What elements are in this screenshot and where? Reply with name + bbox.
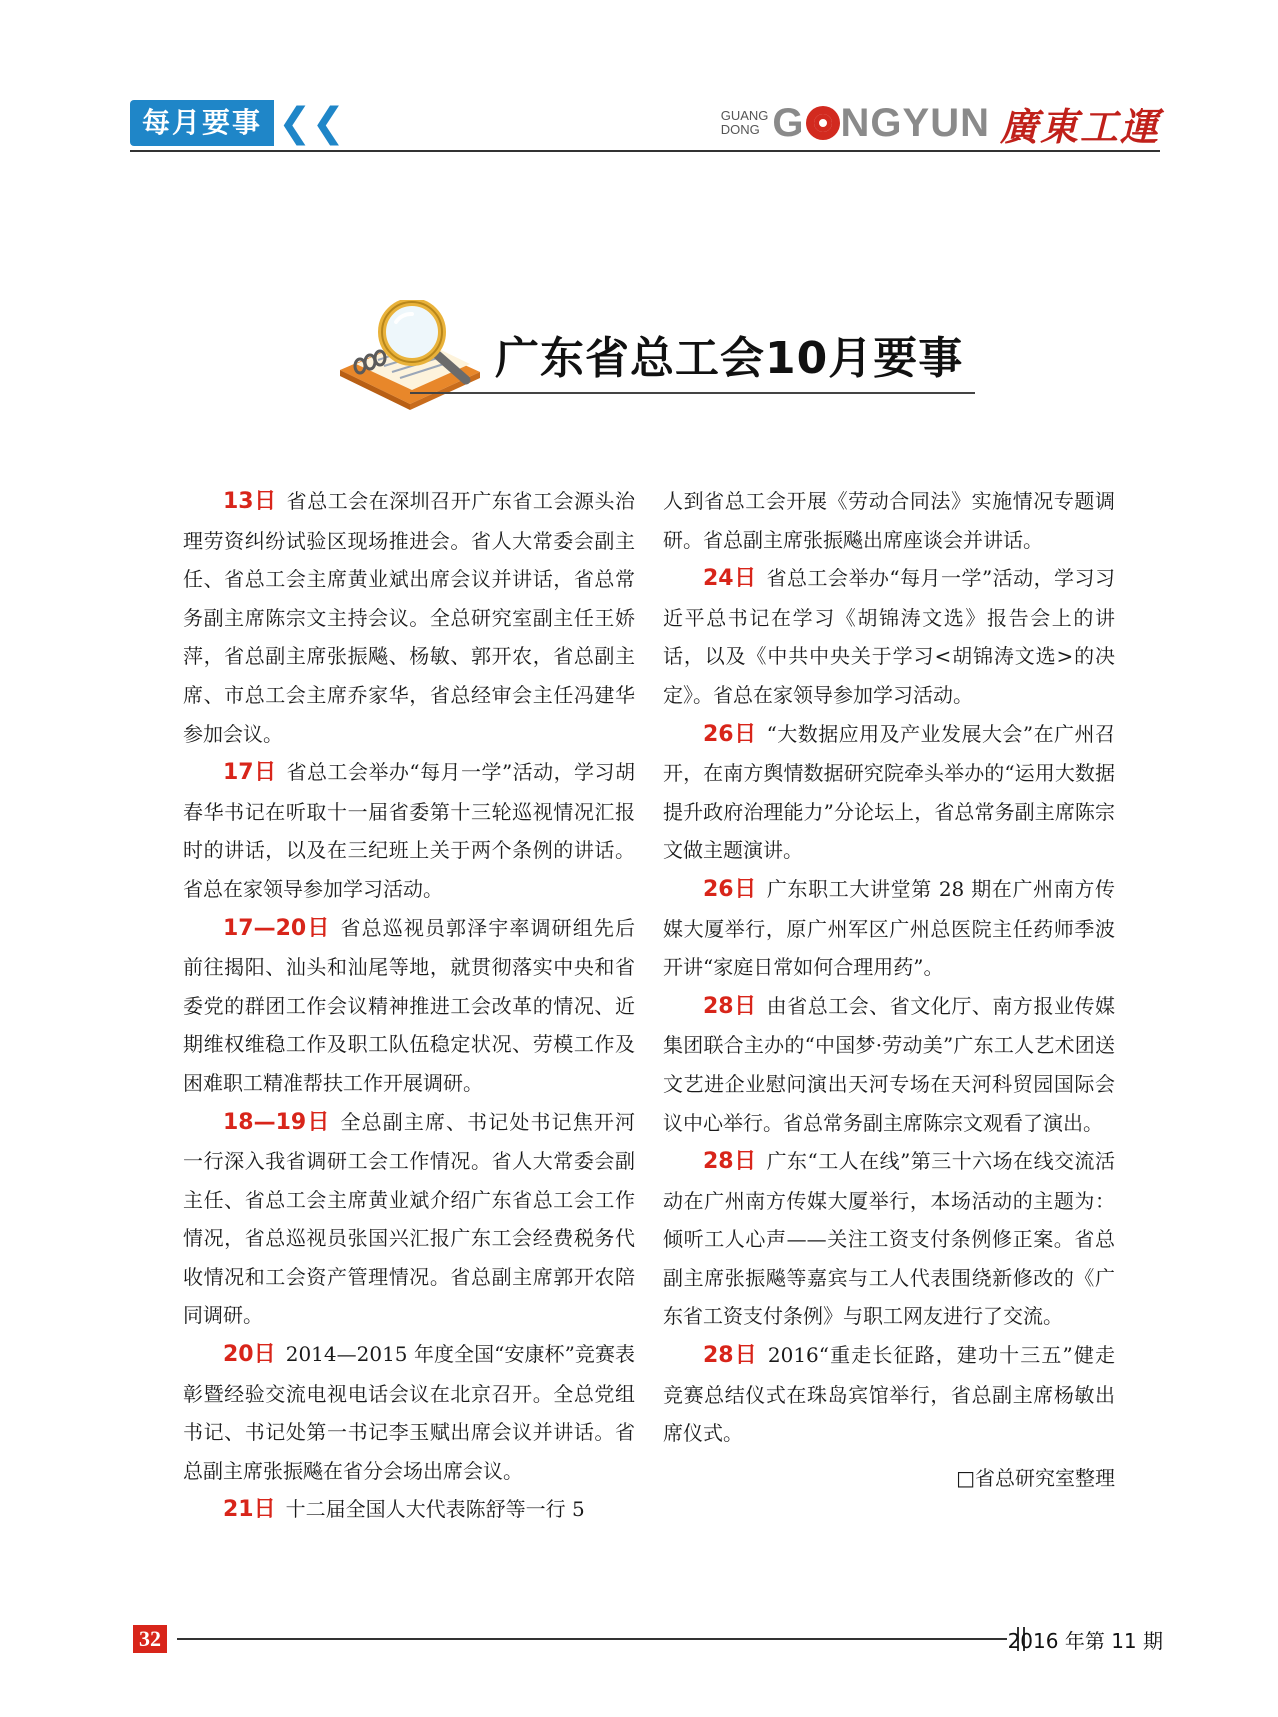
- event-date: 24日: [703, 566, 757, 592]
- event-date: 28日: [703, 1343, 758, 1369]
- event-text: 人到省总工会开展《劳动合同法》实施情况专题调研。省总副主席张振飚出席座谈会并讲话。: [663, 489, 1115, 552]
- event-text: 2016“重走长征路，建功十三五”健走竞赛总结仪式在珠岛宾馆举行，省总副主席杨敏出席仪式。: [663, 1343, 1115, 1446]
- event-text: 十二届全国人大代表陈舒等一行 5: [285, 1497, 585, 1522]
- event-text: 省总巡视员郭泽宇率调研组先后前往揭阳、汕头和汕尾等地，就贯彻落实中央和省委党的群团工作会议精神推进工会改革的情况、近期维权维稳工作及职工队伍稳定状况、劳模工作及困难职工精准帮扶工作开展调研。: [183, 915, 635, 1095]
- event-entry: [663, 987, 1115, 1142]
- event-entry: [663, 1336, 1115, 1453]
- event-date: 17—20日: [223, 915, 331, 941]
- event-entry: [183, 909, 635, 1103]
- page-number: 32: [133, 1625, 167, 1653]
- article-credit: □省总研究室整理: [956, 1465, 1115, 1490]
- event-text: 由省总工会、省文化厅、南方报业传媒集团联合主办的“中国梦·劳动美”广东工人艺术团送文艺进企业慰问演出天河专场在天河科贸园国际会议中心举行。省总常务副主席陈宗文观看了演出。: [663, 993, 1116, 1135]
- event-date: 13日: [223, 489, 277, 514]
- event-text: 省总工会举办“每月一学”活动，学习习近平总书记在学习《胡锦涛文选》报告会上的讲话，以及《中共中央关于学习<胡锦涛文选>的决定》。省总在家领导参加学习活动。: [663, 566, 1115, 707]
- event-entry-continued: [663, 482, 1115, 559]
- left-column: [183, 482, 635, 1530]
- event-entry: [183, 1335, 635, 1490]
- event-date: 28日: [703, 1149, 757, 1175]
- event-date: 17日: [223, 760, 277, 786]
- magazine-logo: [721, 98, 1160, 148]
- event-text: 全总副主席、书记处书记焦开河一行深入我省调研工会工作情况。省人大常委会副主任、省总工会主席黄业斌介绍广东省总工会工作情况，省总巡视员张国兴汇报广东工会经费税务代收情况和工会资产管理情况。省总副主席郭开农陪同调研。: [183, 1109, 635, 1328]
- event-entry: [663, 870, 1115, 987]
- event-entry: [183, 1490, 635, 1530]
- event-date: 28日: [703, 993, 757, 1019]
- page-header: [130, 92, 1160, 154]
- article-title-area: [330, 300, 970, 410]
- event-date: 26日: [703, 721, 757, 747]
- footer-divider: [177, 1638, 1007, 1640]
- section-tag: [130, 100, 345, 146]
- page-footer: [133, 1623, 1163, 1655]
- event-date: 20日: [223, 1342, 276, 1368]
- logo-small-text: GUANG DONG: [720, 108, 769, 137]
- event-entry: [663, 559, 1115, 714]
- chevron-left-icon: ❮❮: [278, 100, 346, 146]
- event-text: 省总工会举办“每月一学”活动，学习胡春华书记在听取十一届省委第十三轮巡视情况汇报时的讲话，以及在三纪班上关于两个条例的讲话。省总在家领导参加学习活动。: [183, 760, 635, 901]
- title-underline: [410, 392, 975, 394]
- event-entry: [183, 1103, 635, 1336]
- event-date: 26日: [703, 876, 757, 902]
- event-text: 广东职工大讲堂第 28 期在广州南方传媒大厦举行，原广州军区广州总医院主任药师季波开讲“家庭日常如何合理用药”。: [663, 876, 1115, 980]
- logo-wordmark: G NGYUN: [772, 100, 990, 145]
- event-entry: [183, 753, 635, 908]
- right-column: [663, 482, 1116, 1490]
- issue-label: 2016 年第 11 期: [1007, 1629, 1163, 1653]
- event-text: 广东“工人在线”第三十六场在线交流活动在广州南方传媒大厦举行，本场活动的主题为：倾听工人心声——关注工资支付条例修正案。省总副主席张振飚等嘉宾与工人代表围绕新修改的《广东省工资支付条例》与职工网友进行了交流。: [663, 1149, 1115, 1329]
- article-title: 广东省总工会10月要事: [495, 333, 964, 384]
- logo-chinese: 廣東工運: [999, 103, 1160, 149]
- event-entry: [663, 715, 1115, 870]
- event-text: “大数据应用及产业发展大会”在广州召开，在南方舆情数据研究院牵头举办的“运用大数据提升政府治理能力”分论坛上，省总常务副主席陈宗文做主题演讲。: [663, 721, 1115, 863]
- logo-emblem-icon: [806, 106, 840, 140]
- section-label: 每月要事: [130, 100, 274, 146]
- header-divider: [130, 150, 1160, 152]
- event-date: 21日: [223, 1497, 276, 1523]
- event-text: 省总工会在深圳召开广东省工会源头治理劳资纠纷试验区现场推进会。省人大常委会副主任、省总工会主席黄业斌出席会议并讲话，省总常务副主席陈宗文主持会议。全总研究室副主任王娇萍，省总副主席张振飚、杨敏、郭开农，省总副主席、市总工会主席乔家华，省总经审会主任冯建华参加会议。: [183, 489, 636, 746]
- event-date: 18—19日: [223, 1109, 331, 1135]
- event-entry: [663, 1142, 1115, 1336]
- event-entry: [183, 482, 635, 753]
- event-text: 2014—2015 年度全国“安康杯”竞赛表彰暨经验交流电视电话会议在北京召开。全总党组书记、书记处第一书记李玉赋出席会议并讲话。省总副主席张振飚在省分会场出席会议。: [183, 1342, 635, 1483]
